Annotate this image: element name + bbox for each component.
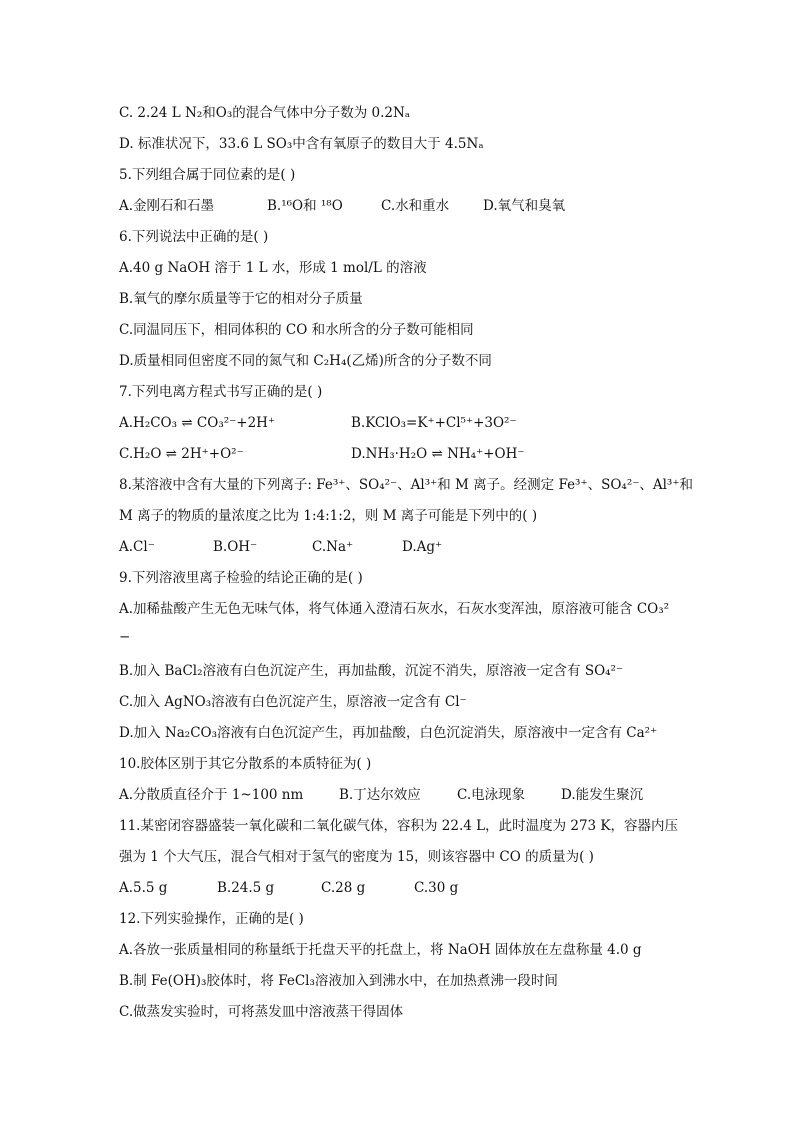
q6-option-b: B.氧气的摩尔质量等于它的相对分子质量 <box>119 291 363 307</box>
q5-option-d: D.氧气和臭氧 <box>483 198 566 214</box>
q11-option-b: B.24.5 g <box>217 880 275 896</box>
q8-option-c: C.Na⁺ <box>312 539 354 555</box>
q12-stem: 12.下列实验操作，正确的是( ) <box>119 911 304 927</box>
q12-option-b: B.制 Fe(OH)₃胶体时，将 FeCl₃溶液加入到沸水中，在加热煮沸一段时间 <box>119 973 558 989</box>
q8-option-d: D.Ag⁺ <box>402 539 443 555</box>
q11-stem-line2: 强为 1 个大气压，混合气相对于氢气的密度为 15，则该容器中 CO 的质量为( ) <box>119 849 594 865</box>
q9-option-a-line2: − <box>119 629 131 645</box>
q5-option-a: A.金刚石和石墨 <box>119 198 215 214</box>
q5-option-b: B.¹⁶O和 ¹⁸O <box>267 198 343 214</box>
q6-option-d: D.质量相同但密度不同的氮气和 C₂H₄(乙烯)所含的分子数不同 <box>119 353 492 369</box>
q5-option-c: C.水和重水 <box>381 198 450 214</box>
q9-option-c: C.加入 AgNO₃溶液有白色沉淀产生，原溶液一定含有 Cl⁻ <box>119 694 467 710</box>
q9-option-b: B.加入 BaCl₂溶液有白色沉淀产生，再加盐酸，沉淀不消失，原溶液一定含有 SO₄²⁻ <box>119 663 624 679</box>
q10-option-a: A.分散质直径介于 1~100 nm <box>119 787 304 803</box>
q11-option-a: A.5.5 g <box>119 880 168 896</box>
q11-option-c: C.28 g <box>321 880 366 896</box>
q7-option-a: A.H₂CO₃ ⇌ CO₃²⁻+2H⁺ <box>119 415 276 431</box>
q10-option-b: B.丁达尔效应 <box>339 787 421 803</box>
q7-stem: 7.下列电离方程式书写正确的是( ) <box>119 384 323 400</box>
q8-stem-line1: 8.某溶液中含有大量的下列离子: Fe³⁺、SO₄²⁻、Al³⁺和 M 离子。经测定 Fe³⁺、SO₄²⁻、Al³⁺和 <box>119 477 693 493</box>
q9-option-a-line1: A.加稀盐酸产生无色无味气体，将气体通入澄清石灰水，石灰水变浑浊，原溶液可能含 CO₃² <box>119 601 670 617</box>
q10-option-d: D.能发生聚沉 <box>561 787 644 803</box>
q11-option-d: C.30 g <box>414 880 459 896</box>
q12-option-c: C.做蒸发实验时，可将蒸发皿中溶液蒸干得固体 <box>119 1004 404 1020</box>
q4-option-c: C. 2.24 L N₂和O₃的混合气体中分子数为 0.2Nₐ <box>119 105 411 121</box>
q4-option-d: D. 标准状况下，33.6 L SO₃中含有氧原子的数目大于 4.5Nₐ <box>119 136 484 152</box>
q10-stem: 10.胶体区别于其它分散系的本质特征为( ) <box>119 756 372 772</box>
q8-option-a: A.Cl⁻ <box>119 539 155 555</box>
q9-option-d: D.加入 Na₂CO₃溶液有白色沉淀产生，再加盐酸，白色沉淀消失，原溶液中一定含有 Ca²⁺ <box>119 725 658 741</box>
q7-option-c: C.H₂O ⇌ 2H⁺+O²⁻ <box>119 446 244 462</box>
q9-stem: 9.下列溶液里离子检验的结论正确的是( ) <box>119 570 363 586</box>
q5-stem: 5.下列组合属于同位素的是( ) <box>119 167 296 183</box>
q8-option-b: B.OH⁻ <box>213 539 258 555</box>
q11-stem-line1: 11.某密闭容器盛装一氧化碳和二氧化碳气体，容积为 22.4 L，此时温度为 273 K，容器内压 <box>119 818 679 834</box>
q12-option-a: A.各放一张质量相同的称量纸于托盘天平的托盘上，将 NaOH 固体放在左盘称量 4.0 g <box>119 942 642 958</box>
q7-option-d: D.NH₃·H₂O ⇌ NH₄⁺+OH⁻ <box>351 446 525 462</box>
q6-option-a: A.40 g NaOH 溶于 1 L 水，形成 1 mol/L 的溶液 <box>119 260 427 276</box>
q10-option-c: C.电泳现象 <box>457 787 526 803</box>
q8-stem-line2: M 离子的物质的量浓度之比为 1:4:1:2，则 M 离子可能是下列中的( ) <box>119 508 538 524</box>
q6-stem: 6.下列说法中正确的是( ) <box>119 229 269 245</box>
q7-option-b: B.KClO₃=K⁺+Cl⁵⁺+3O²⁻ <box>351 415 517 431</box>
q6-option-c: C.同温同压下，相同体积的 CO 和水所含的分子数可能相同 <box>119 322 474 338</box>
